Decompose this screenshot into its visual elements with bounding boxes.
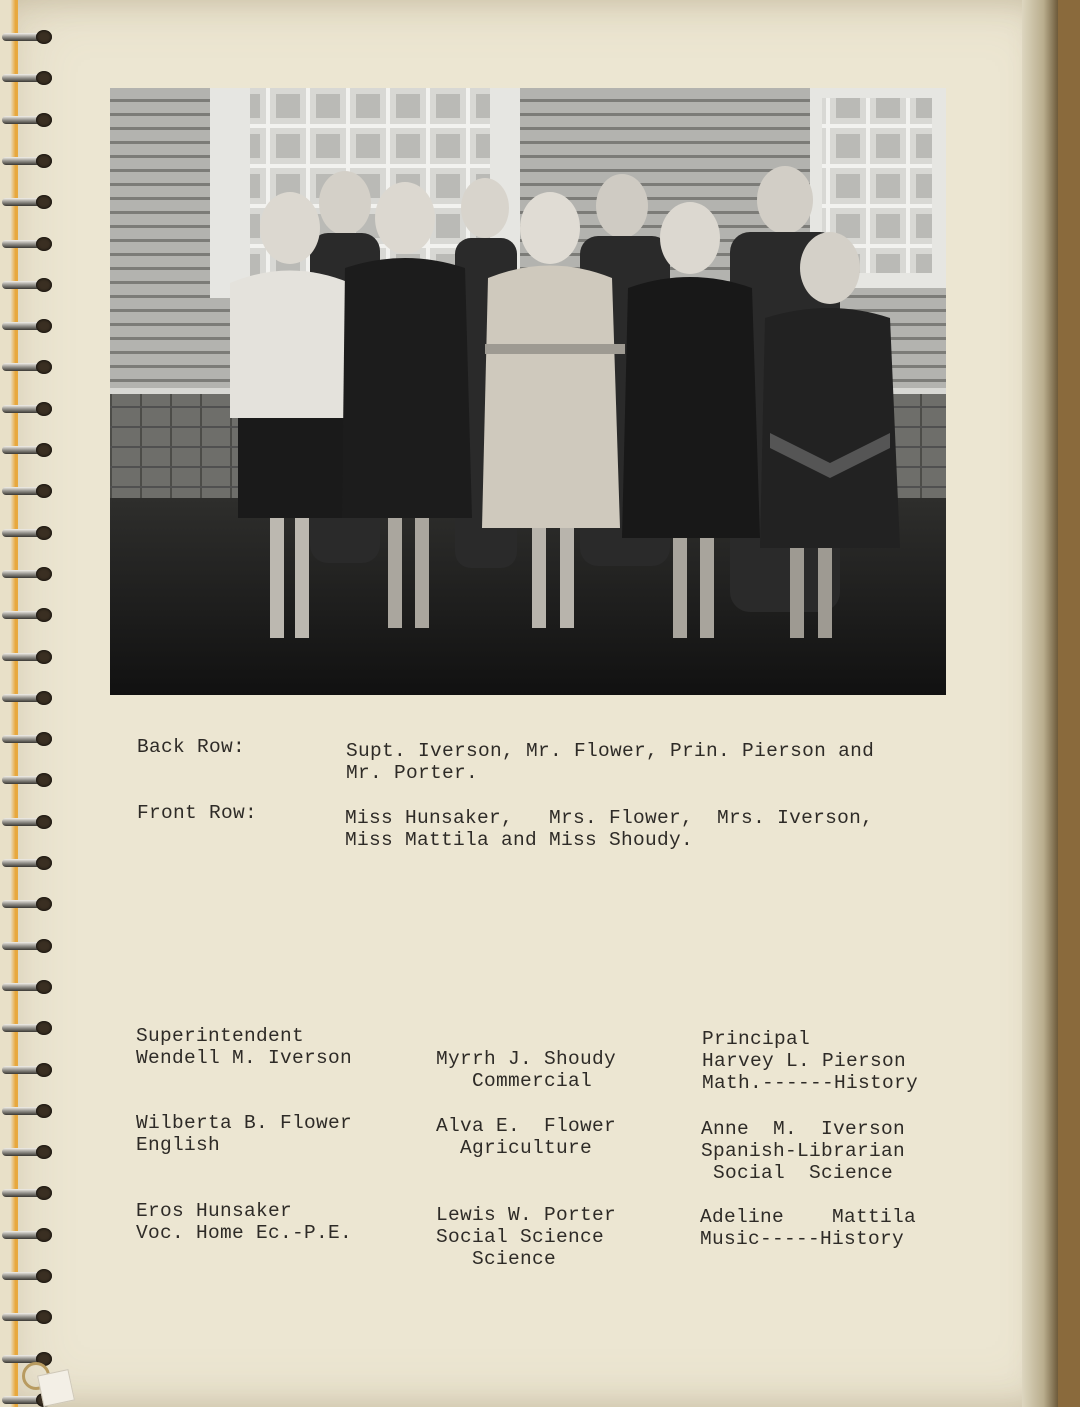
spiral-coil: [2, 815, 50, 829]
staff-entry-line: English: [136, 1134, 221, 1156]
spiral-coil: [2, 526, 50, 540]
staff-entry: [701, 1118, 905, 1184]
spiral-coil: [2, 897, 50, 911]
page-edge: [1022, 0, 1058, 1407]
staff-entry-line: Wilberta B. Flower: [136, 1112, 353, 1134]
staff-entry: [136, 1200, 352, 1244]
spiral-coil: [2, 732, 50, 746]
staff-entry-line: Social Science: [436, 1226, 605, 1248]
staff-entry: [436, 1204, 616, 1270]
spiral-coil: [2, 278, 50, 292]
spiral-coil: [2, 113, 50, 127]
spiral-binding: [0, 0, 60, 1407]
spiral-coil: [2, 980, 50, 994]
staff-entry: [436, 1048, 616, 1092]
staff-entry-line: Commercial: [436, 1070, 593, 1092]
staff-entry-line: Social Science: [701, 1162, 894, 1184]
staff-entry-line: Wendell M. Iverson: [136, 1047, 353, 1069]
spiral-coil: [2, 1063, 50, 1077]
staff-entry-line: Lewis W. Porter: [436, 1204, 617, 1226]
staff-entry-line: Eros Hunsaker: [136, 1200, 293, 1222]
spiral-coil: [2, 939, 50, 953]
spiral-coil: [2, 1104, 50, 1118]
spiral-coil: [2, 1310, 50, 1324]
spiral-coil: [2, 608, 50, 622]
front-row-names-line-1: Miss Hunsaker, Mrs. Flower, Mrs. Iverson,: [345, 807, 874, 829]
staff-entry: [436, 1115, 616, 1159]
spiral-coil: [2, 30, 50, 44]
staff-entry-line: Agriculture: [436, 1137, 593, 1159]
back-row-names-line-1: Supt. Iverson, Mr. Flower, Prin. Pierson and: [346, 740, 875, 762]
spiral-coil: [2, 360, 50, 374]
staff-entry-line: Superintendent: [136, 1025, 305, 1047]
spiral-coil: [2, 691, 50, 705]
front-row-label: Front Row:: [137, 802, 258, 824]
spiral-coil: [2, 154, 50, 168]
spiral-coil: [2, 1269, 50, 1283]
faculty-group-photo: [110, 88, 946, 695]
staff-entry-line: Adeline Mattila: [700, 1206, 917, 1228]
staff-entry-line: Alva E. Flower: [436, 1115, 617, 1137]
staff-entry-line: Science: [436, 1248, 557, 1270]
spiral-coil: [2, 1145, 50, 1159]
front-row-names-line-2: Miss Mattila and Miss Shoudy.: [345, 829, 694, 851]
spiral-coil: [2, 443, 50, 457]
staff-entry-line: Music-----History: [700, 1228, 905, 1250]
staff-entry-line: Myrrh J. Shoudy: [436, 1048, 617, 1070]
spiral-coil: [2, 650, 50, 664]
spiral-coil: [2, 319, 50, 333]
back-row-label: Back Row:: [137, 736, 246, 758]
staff-entry-line: Spanish-Librarian: [701, 1140, 906, 1162]
back-row-names-line-2: Mr. Porter.: [346, 762, 479, 784]
staff-entry: [700, 1206, 916, 1250]
staff-entry: [136, 1025, 352, 1069]
staff-entry-line: Principal: [702, 1028, 811, 1050]
spiral-coil: [2, 1228, 50, 1242]
paper-tag: [37, 1369, 75, 1407]
back-row-names: [346, 740, 874, 784]
staff-entry-line: Math.------History: [702, 1072, 919, 1094]
staff-entry-line: Harvey L. Pierson: [702, 1050, 907, 1072]
spiral-coil: [2, 773, 50, 787]
spiral-coil: [2, 237, 50, 251]
front-row-names: [345, 807, 873, 851]
spiral-coil: [2, 567, 50, 581]
staff-entry: [702, 1028, 918, 1094]
spiral-coil: [2, 71, 50, 85]
staff-entry: [136, 1112, 352, 1156]
spiral-coil: [2, 484, 50, 498]
spiral-coil: [2, 1186, 50, 1200]
spiral-coil: [2, 856, 50, 870]
spiral-coil: [2, 402, 50, 416]
spiral-coil: [2, 195, 50, 209]
staff-entry-line: Anne M. Iverson: [701, 1118, 906, 1140]
staff-entry-line: Voc. Home Ec.-P.E.: [136, 1222, 353, 1244]
spiral-coil: [2, 1021, 50, 1035]
